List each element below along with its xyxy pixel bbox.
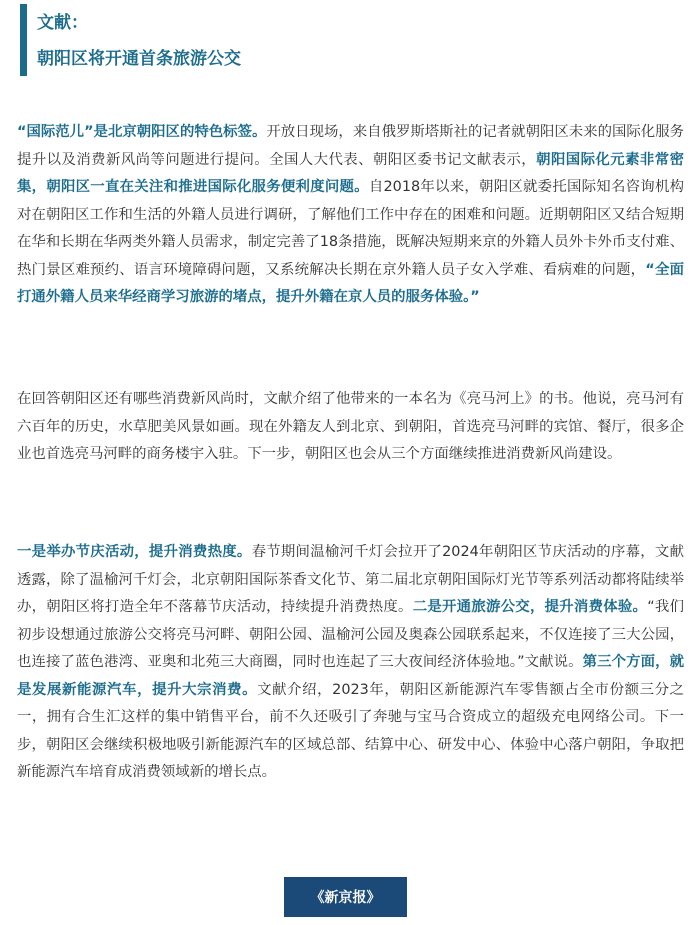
highlight-sentence: 一是举办节庆活动，提升消费热度。 — [17, 544, 252, 560]
paragraph-3 — [17, 539, 684, 787]
header-accent-bar — [20, 4, 27, 76]
paragraph-2 — [17, 386, 684, 469]
header-label: 文献： — [37, 13, 88, 33]
body-text: 春节期间温榆河千灯会拉开了2024年朝阳区节庆活动的序幕，文献透露，除了温榆河千灯会，北京朝阳国际茶香文化节、第二届北京朝阳国际灯光节等系列活动都将陆续举办，朝阳区将打造全年不落幕节庆活动，持续提升消费热度。 — [17, 544, 684, 615]
body-text: 文献介绍，2023年，朝阳区新能源汽车零售额占全市份额三分之一，拥有合生汇这样的集中销售平台，前不久还吸引了奔驰与宝马合资成立的超级充电网络公司。下一步，朝阳区会继续积极地吸引新能源汽车的区域总部、结算中心、研发中心、体验中心落户朝阳，争取把新能源汽车培育成消费领域新的增长点。 — [17, 681, 684, 780]
highlight-quote: “全面打通外籍人员来华经商学习旅游的堵点，提升外籍在京人员的服务体验。” — [17, 261, 684, 305]
article-title: 朝阳区将开通首条旅游公交 — [37, 49, 241, 69]
source-button[interactable]: 《新京报》 — [284, 877, 407, 917]
highlight-sentence: 二是开通旅游公交，提升消费体验。 — [412, 599, 648, 615]
highlight-sentence: 朝阳国际化元素非常密集，朝阳区一直在关注和推进国际化服务便利度问题。 — [17, 151, 684, 195]
article-header — [20, 4, 680, 76]
body-text: 在回答朝阳区还有哪些消费新风尚时，文献介绍了他带来的一本名为《亮马河上》的书。他说，亮马河有六百年的历史，水草肥美风景如画。现在外籍友人到北京、到朝阳，首选亮马河畔的宾馆、餐厅，很多企业也首选亮马河畔的商务楼宇入驻。下一步，朝阳区也会从三个方面继续推进消费新风尚建设。 — [17, 391, 684, 462]
highlight-sentence: 第三个方面，就是发展新能源汽车，提升大宗消费。 — [17, 654, 684, 698]
paragraph-1 — [17, 119, 684, 312]
body-text: “我们初步设想通过旅游公交将亮马河畔、朝阳公园、温榆河公园及奥森公园联系起来，不仅连接了三大公园，也连接了蓝色港湾、亚奥和北苑三大商圈，同时也连起了三大夜间经济体验地。”文献说。 — [17, 599, 684, 670]
body-text: 自2018年以来，朝阳区就委托国际知名咨询机构对在朝阳区工作和生活的外籍人员进行调研，了解他们工作中存在的困难和问题。近期朝阳区又结合短期在华和长期在华两类外籍人员需求，制定完善了18条措施，既解决短期来京的外籍人员外卡外币支付难、热门景区难预约、语言环境障碍问题，又系统解决长期在京外籍人员子女入学难、看病难的问题， — [17, 179, 684, 278]
highlight-sentence: “国际范儿”是北京朝阳区的特色标签。 — [17, 124, 267, 140]
body-text: 开放日现场，来自俄罗斯塔斯社的记者就朝阳区未来的国际化服务提升以及消费新风尚等问题进行提问。全国人大代表、朝阳区委书记文献表示， — [17, 124, 684, 168]
